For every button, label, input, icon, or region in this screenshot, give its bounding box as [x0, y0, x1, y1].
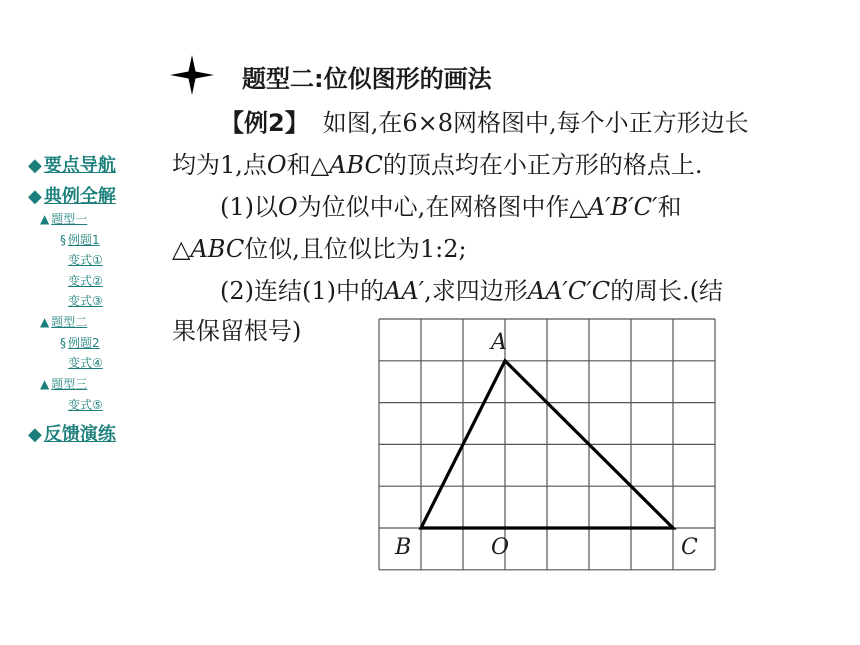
math-quadrilateral: AA′C′C	[527, 277, 611, 305]
text-segment: 均为1,点	[172, 151, 267, 179]
nav-item-5[interactable]	[68, 251, 103, 268]
text-segment: 为位似中心,在网格图中作△	[297, 193, 588, 221]
nav-item-9[interactable]	[60, 334, 100, 351]
math-triangle: ABC	[329, 151, 383, 179]
nav-item-6[interactable]	[68, 272, 103, 289]
section-bullet-icon: §	[60, 336, 66, 350]
nav-item-label: 题型一	[51, 212, 88, 226]
triangle-bullet-icon: ▲	[40, 315, 50, 329]
text-segment: 果保留根号)	[172, 317, 302, 345]
question-1-line-1	[172, 192, 681, 222]
question-2-line-2	[172, 316, 301, 346]
nav-item-11[interactable]	[40, 375, 87, 392]
point-label-a: A	[491, 329, 507, 355]
math-point: O	[266, 151, 287, 179]
nav-item-label: 变式④	[68, 356, 103, 370]
nav-item-label: 题型三	[51, 377, 88, 391]
nav-item-label: 变式⑤	[68, 398, 103, 412]
text-segment: 和	[657, 193, 682, 221]
text-segment: 的顶点均在小正方形的格点上.	[382, 151, 703, 179]
point-label-o: O	[491, 535, 510, 560]
navigation-sidebar	[0, 0, 150, 645]
text-segment: (2)连结(1)中的	[220, 277, 384, 305]
question-1-line-2	[172, 234, 467, 264]
text-segment: 的周长.(结	[610, 277, 724, 305]
nav-item-label: 变式①	[68, 253, 103, 267]
point-label-b: B	[395, 535, 412, 560]
text-segment: 和△	[286, 151, 330, 179]
nav-item-10[interactable]	[68, 354, 103, 371]
example-tag: 【例2】	[220, 109, 309, 137]
question-2-line-1	[172, 276, 723, 306]
nav-item-label: 例题2	[68, 336, 100, 350]
nav-item-12[interactable]	[68, 396, 103, 413]
math-triangle: ABC	[190, 235, 245, 263]
nav-item-3[interactable]	[40, 210, 87, 227]
triangle-bullet-icon: ▲	[40, 212, 50, 226]
section-title: 题型二:位似图形的画法	[242, 65, 492, 93]
nav-item-label: 例题1	[68, 233, 100, 247]
nav-item-label: 变式②	[68, 274, 103, 288]
diamond-bullet-icon: ◆	[28, 186, 42, 207]
nav-item-1[interactable]	[28, 151, 116, 177]
math-triangle: A′B′C′	[587, 193, 658, 221]
problem-line-2	[172, 150, 702, 180]
nav-item-label: 变式③	[68, 294, 103, 308]
nav-item-label: 反馈演练	[43, 424, 116, 445]
nav-item-7[interactable]	[68, 292, 103, 309]
nav-item-8[interactable]	[40, 313, 87, 330]
math-point: O	[278, 193, 298, 221]
diamond-bullet-icon: ◆	[28, 155, 42, 176]
text-segment: ,求四边形	[424, 277, 528, 305]
problem-line-1	[172, 108, 749, 138]
text-segment: 位似,且位似比为1:2;	[244, 235, 467, 263]
nav-item-label: 要点导航	[43, 155, 116, 176]
math-segment: AA′	[384, 277, 425, 305]
nav-item-4[interactable]	[60, 231, 100, 248]
nav-item-label: 题型二	[51, 315, 88, 329]
nav-item-2[interactable]	[28, 182, 116, 208]
text-segment: △	[172, 235, 191, 263]
text-segment: (1)以	[220, 193, 278, 221]
point-label-c: C	[681, 535, 698, 560]
problem-intro-text: 如图,在6×8网格图中,每个小正方形边长	[322, 109, 749, 137]
nav-item-label: 典例全解	[43, 186, 116, 207]
triangle-bullet-icon: ▲	[40, 377, 50, 391]
grid-figure	[378, 318, 716, 572]
star-icon	[170, 55, 214, 95]
diamond-bullet-icon: ◆	[28, 424, 42, 445]
nav-item-13[interactable]	[28, 420, 116, 446]
section-bullet-icon: §	[60, 233, 66, 247]
